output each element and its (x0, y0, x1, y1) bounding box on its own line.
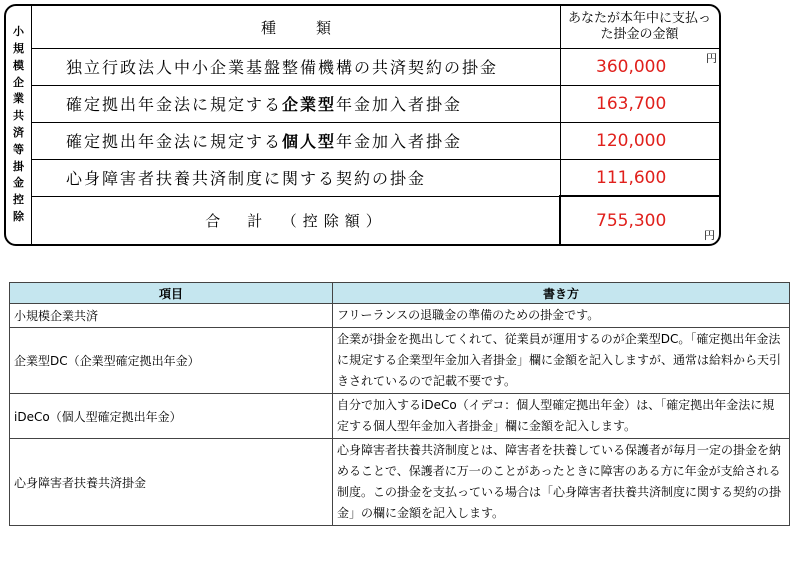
vlabel-char: 模 (13, 58, 24, 72)
vlabel-char: 企 (13, 75, 24, 89)
guide-table (9, 282, 790, 526)
row-label-text: 年金加入者掛金 (336, 132, 463, 151)
row-label-disability-mutual (32, 159, 560, 196)
table-row (10, 394, 790, 439)
row-label-emphasis: 企業型 (282, 95, 337, 114)
guide-desc: 自分で加入するiDeCo（イデコ：個人型確定拠出年金）は、「確定拠出年金法に規定する個人型年金加入者掛金」欄に金額を記入します。 (333, 394, 790, 439)
row-label-corporate-dc (32, 85, 560, 122)
guide-item: iDeCo（個人型確定拠出年金） (10, 394, 333, 439)
guide-desc: 心身障害者扶養共済制度とは、障害者を扶養している保護者が毎月一定の掛金を納めることで、保護者に万一のことがあったときに障害のある方に年金が支給される制度。この掛金を支払っている場合は「心身障害者扶養共済制度に関する契約の掛金」の欄に金額を記入します。 (333, 439, 790, 526)
table-row (10, 304, 790, 328)
guide-header-howto: 書き方 (333, 283, 790, 304)
vlabel-char: 掛 (13, 159, 24, 173)
row-label-text: 独立行政法人中小企業基盤整備機構の共済契約の掛金 (66, 58, 499, 77)
row-amount-corporate-dc[interactable]: 163,700 (596, 93, 667, 114)
guide-desc: 企業が掛金を拠出してくれて、従業員が運用するのが企業型DC。「確定拠出年金法に規定する企業型年金加入者掛金」欄に金額を記入しますが、通常は給料から天引きされているので記載不要です。 (333, 328, 790, 394)
header-type: 種類 (260, 18, 371, 37)
row-label-text: 確定拠出年金法に規定する (66, 132, 283, 151)
vlabel-char: 金 (13, 176, 24, 190)
guide-item: 心身障害者扶養共済掛金 (10, 439, 333, 526)
vlabel-char: 控 (13, 193, 24, 207)
guide-header-row (10, 283, 790, 304)
guide-item: 企業型DC（企業型確定拠出年金） (10, 328, 333, 394)
vlabel-char: 規 (13, 42, 24, 56)
yen-unit: 円 (704, 229, 715, 242)
total-amount[interactable]: 755,300 (596, 211, 667, 231)
total-label: 合 計 （控除額） (205, 211, 387, 230)
vlabel-char: 済 (13, 126, 24, 139)
row-label-text: 確定拠出年金法に規定する (66, 95, 283, 114)
table-row (10, 439, 790, 526)
row-label-emphasis: 個人型 (282, 132, 337, 151)
row-label-individual-dc (32, 122, 560, 159)
guide-header-item: 項目 (10, 283, 333, 304)
row-amount-smb-mutual[interactable]: 360,000 (596, 56, 667, 77)
vlabel-char: 等 (13, 142, 24, 156)
guide-item: 小規模企業共済 (10, 304, 333, 328)
row-amount-disability-mutual[interactable]: 111,600 (596, 167, 667, 188)
guide-desc: フリーランスの退職金の準備のための掛金です。 (333, 304, 790, 328)
table-row (10, 328, 790, 394)
vlabel-char: 共 (13, 109, 24, 123)
vlabel-char: 除 (13, 209, 24, 223)
yen-unit: 円 (706, 52, 717, 65)
vertical-section-label (6, 6, 32, 244)
vlabel-char: 小 (13, 25, 24, 39)
row-label-text: 心身障害者扶養共済制度に関する契約の掛金 (66, 169, 427, 188)
header-amount: あなたが本年中に支払った掛金の金額 (567, 11, 711, 42)
vlabel-char: 業 (13, 92, 24, 106)
deduction-form (4, 4, 721, 246)
row-amount-individual-dc[interactable]: 120,000 (596, 130, 667, 151)
row-label-smb-mutual (32, 48, 560, 85)
row-label-text: 年金加入者掛金 (336, 95, 463, 114)
